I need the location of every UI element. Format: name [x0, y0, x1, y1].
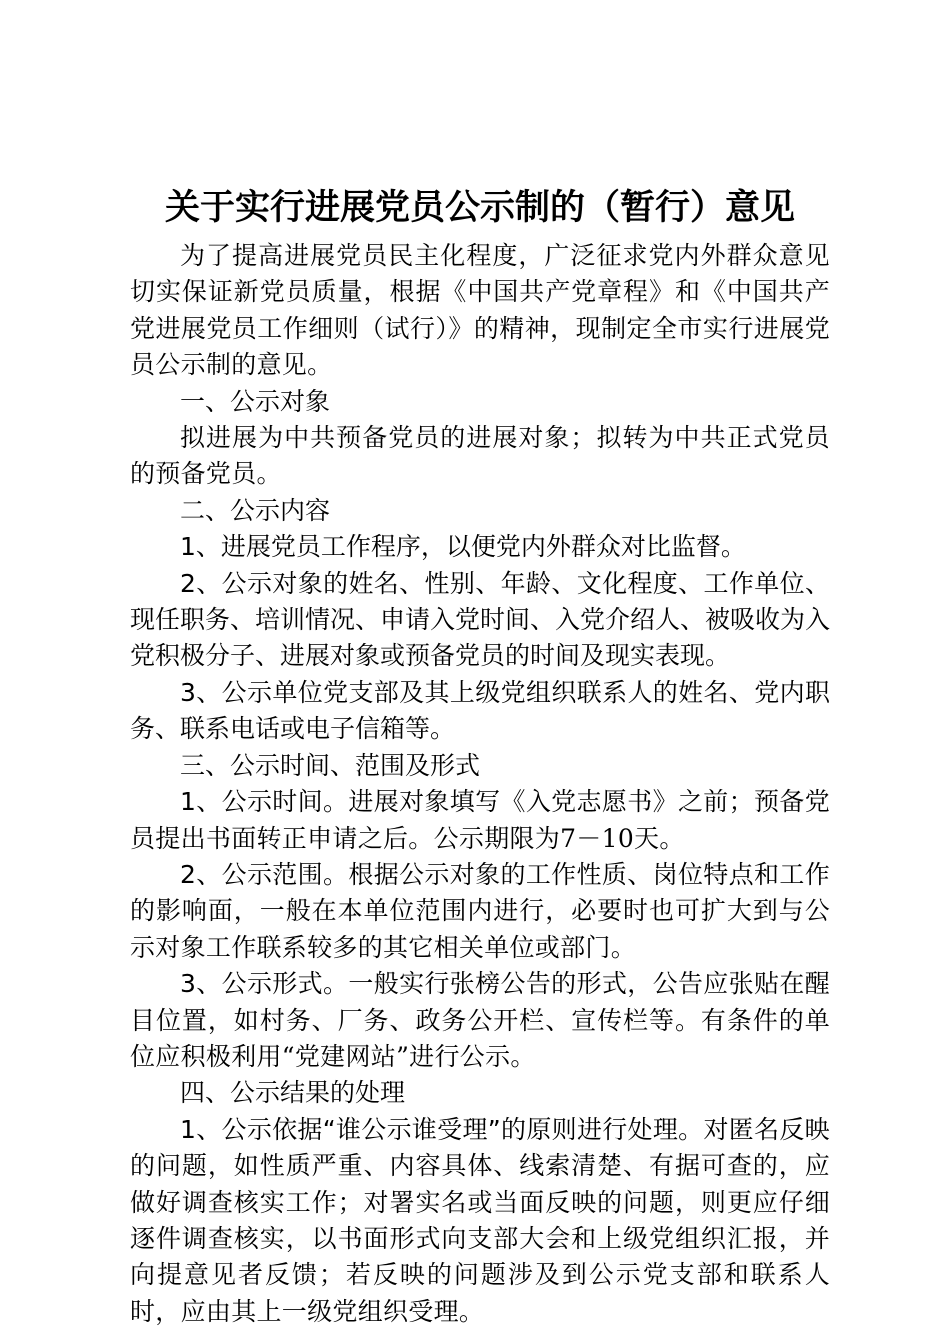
item-lead: 3、公示形式。: [180, 969, 349, 999]
item-lead: 1、公示依据“谁公示谁受理”的原则进行处理。: [180, 1114, 704, 1144]
item-lead: 2、公示范围。: [180, 859, 349, 889]
section-heading-1: 一、公示对象: [180, 386, 331, 416]
section-3-item-1: [130, 784, 830, 857]
section-3-item-2: [130, 857, 830, 966]
section-2-item-2: 2、公示对象的姓名、性别、年龄、文化程度、工作单位、现任职务、培训情况、申请入党时间、入党介绍人、被吸收为入党积极分子、进展对象或预备党员的时间及现实表现。: [130, 568, 831, 671]
section-heading-3: 三、公示时间、范围及形式: [180, 750, 481, 780]
item-body: 一般实行张榜公告的形式，公告应张贴在醒目位置，如村务、厂务、政务公开栏、宣传栏等。有条件的单位应积极利用“党建网站”进行公示。: [130, 969, 830, 1071]
item-body: 进展对象填写《入党志愿书》之前；预备党员提出书面转正申请之后。公示期限为7－10天。: [130, 787, 830, 853]
item-body: 对匿名反映的问题，如性质严重、内容具体、线索清楚、有据可查的，应做好调查核实工作；对署实名或当面反映的问题，则更应仔细逐件调查核实，以书面形式向支部大会和上级党组织汇报，并向提意见者反馈；若反映的问题涉及到公示党支部和联系人时，应由其上一级党组织受理。: [130, 1114, 830, 1326]
intro-paragraph: 为了提高进展党员民主化程度，广泛征求党内外群众意见切实保证新党员质量，根据《中国共产党章程》和《中国共产党进展党员工作细则（试行）》的精神，现制定全市实行进展党员公示制的意见。: [130, 241, 830, 380]
item-lead: 1、公示时间。: [180, 787, 349, 817]
section-3-item-3: [130, 966, 830, 1075]
item-body: 根据公示对象的工作性质、岗位特点和工作的影响面，一般在本单位范围内进行，必要时也可扩大到与公示对象工作联系较多的其它相关单位或部门。: [130, 859, 830, 962]
section-1-body: 拟进展为中共预备党员的进展对象；拟转为中共正式党员的预备党员。: [130, 423, 830, 489]
section-2-item-3: 3、公示单位党支部及其上级党组织联系人的姓名、党内职务、联系电话或电子信箱等。: [130, 677, 830, 744]
document-title: 关于实行进展党员公示制的（暂行）意见: [164, 188, 795, 228]
section-4-item-1: [130, 1112, 830, 1330]
document-page: [130, 182, 830, 1330]
section-heading-4: 四、公示结果的处理: [180, 1078, 406, 1108]
section-2-item-1: 1、进展党员工作程序，以便党内外群众对比监督。: [180, 532, 746, 562]
section-heading-2: 二、公示内容: [180, 495, 331, 525]
